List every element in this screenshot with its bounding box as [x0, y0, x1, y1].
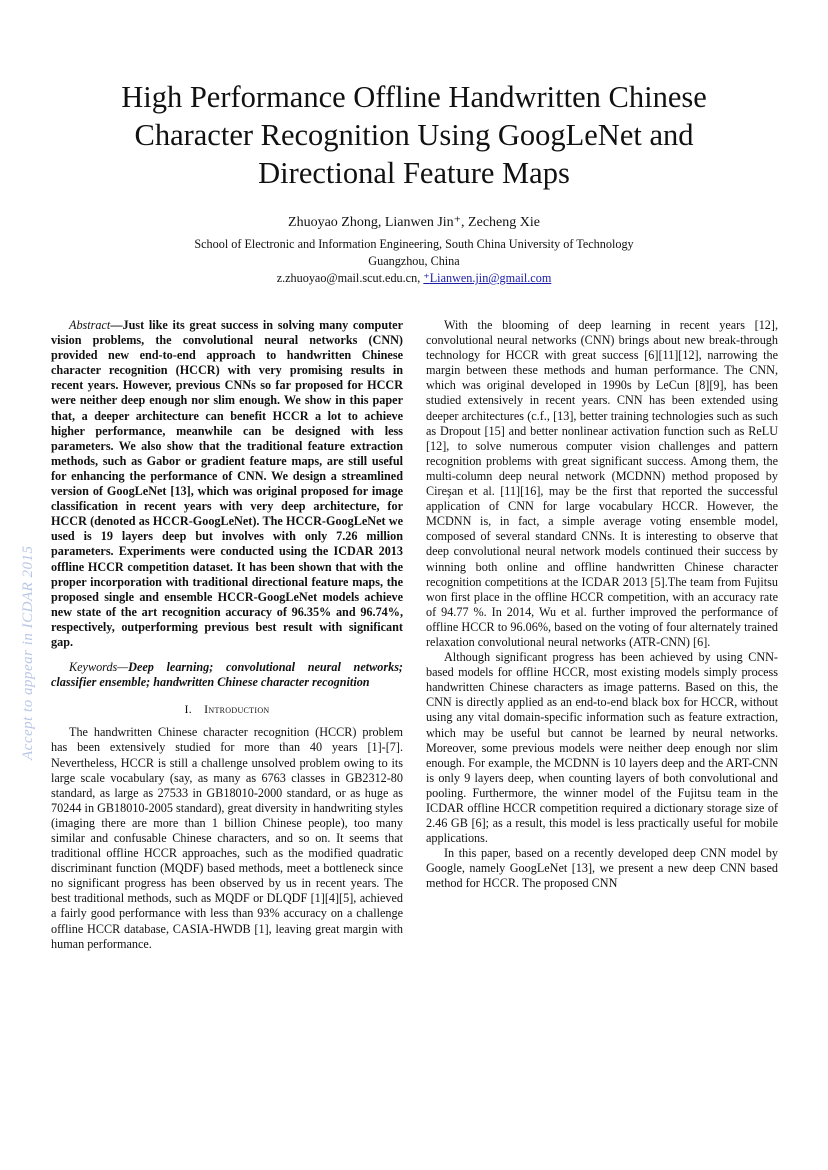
email-link-text: Lianwen.jin@gmail.com: [429, 271, 552, 285]
section-heading: [51, 702, 403, 717]
abstract-body: —Just like its great success in solving many computer vision problems, the convolutional neural networks (CNN) provided new end-to-end approach to handwritten Chinese character recognition (HCCR) with very promising results in recent years. However, previous CNNs so far proposed for HCCR were neither deep enough nor slim enough. We show in this paper that, a deeper architecture can benefit HCCR a lot to achieve higher performance, meanwhile can be designed with less parameters. We also show that the traditional feature extraction methods, such as Gabor or gradient feature maps, are still useful for enhancing the performance of CNN. We design a streamlined version of GoogLeNet [13], which was original proposed for image classification in recent years with very deep architecture, for HCCR (denoted as HCCR-GoogLeNet). The HCCR-GoogLeNet we used is 19 layers deep but involves with only 7.26 million parameters. Experiments were conducted using the ICDAR 2013 offline HCCR competition dataset. It has been shown that with the proper incorporation with traditional directional feature maps, the proposed single and ensemble HCCR-GoogLeNet models achieve new state of the art recognition accuracy of 96.35% and 96.74%, respectively, outperforming previous best result with significant gap.: [51, 318, 403, 649]
affiliation-block: [0, 236, 828, 287]
left-column: [51, 318, 403, 952]
affiliation-line-2: Guangzhou, China: [368, 254, 460, 268]
keywords-body: Deep learning; convolutional neural networks; classifier ensemble; handwritten Chinese character recognition: [51, 660, 403, 690]
abstract-paragraph: [51, 318, 403, 650]
title-line-2: Character Recognition Using GoogLeNet and: [134, 118, 694, 152]
email-plain: z.zhuoyao@mail.scut.edu.cn,: [276, 271, 424, 285]
abstract-lead: Abstract: [69, 318, 111, 332]
watermark-text: Accept to appear in ICDAR 2015: [20, 545, 36, 760]
author-list: Zhuoyao Zhong, Lianwen Jin⁺, Zecheng Xie: [288, 215, 540, 230]
email-sup: ⁺: [423, 271, 430, 285]
affiliation-line-1: School of Electronic and Information Engineering, South China University of Technology: [194, 237, 634, 251]
section-number: I.: [184, 702, 193, 717]
keywords-paragraph: [51, 660, 403, 690]
intro-paragraph-1: The handwritten Chinese character recognition (HCCR) problem has been extensively studied for more than 40 years [1]-[7]. Nevertheless, HCCR is still a challenge unsolved problem owing to its large scale vocabulary (say, as many as 6763 classes in GB2312-80 standard, as large as 27533 in GB18010-2000 standard, or as huge as 70244 in GB18010-2005 standard), great diversity in handwriting styles (imaging there are more than 1 billion Chinese people), too many similar and confusable Chinese characters, and so on. It seems that traditional offline HCCR approaches, such as the modified quadratic discriminant function (MQDF) based methods, meet a bottleneck since no significant progress has been observed by us in recent years. The best traditional methods, such as MQDF or DLQDF [1][4][5], achieved a fairly good performance with less than 93% accuracy on a challenge offline HCCR database, CASIA-HWDB [1], leaving great margin with human performance.: [51, 725, 403, 951]
email-link[interactable]: [423, 271, 551, 285]
section-title: Introduction: [204, 702, 270, 717]
email-line: [0, 270, 828, 287]
keywords-lead: Keywords—: [69, 660, 129, 675]
title-line-3: Directional Feature Maps: [258, 156, 570, 190]
paper-title: [60, 78, 768, 192]
right-paragraph-3: In this paper, based on a recently developed deep CNN model by Google, namely GoogLeNet [13], we present a new deep CNN based method for HCCR. The proposed CNN: [426, 846, 778, 891]
right-paragraph-1: With the blooming of deep learning in recent years [12], convolutional neural networks (CNN) brings about new break-through technology for HCCR with great success [6][11][12], narrowing the margin between these methods and human performance. The CNN, which was original developed in 1990s by LeCun [8][9], has been studied extensively in recent years. CNN has been extended using deeper architectures (c.f., [13], better training technologies such as such as Dropout [15] and better nonlinear activation function such as ReLU [12], to solve numerous computer vision challenges and pattern recognition problems with great significant success. Among them, the multi-column deep neural network (MCDNN) method proposed by Cireşan et al. [11][16], may be the first that reported the successful application of CNN for large vocabulary HCCR. However, the MCDNN is, in fact, a simple average voting ensemble model, composed of several standard CNNs. It is interesting to observe that deep convolutional neural network models continued their success by winning both online and offline handwritten Chinese character recognition competitions at the ICDAR 2013 [5].The team from Fujitsu won first place in the offline HCCR competition, with an accuracy rate of 94.77 %. In 2014, Wu et al. further improved the performance of offline HCCR to 96.06%, based on the voting of four alternately trained relaxation convolutional neural networks (ATR-CNN) [6].: [426, 318, 778, 649]
right-paragraph-2: Although significant progress has been achieved by using CNN-based models for offline HCCR, most existing models simply process handwritten Chinese characters as image patterns. Based on this, the CNN is directly applied as an end-to-end black box for HCCR, without using any vital domain-specific information such as feature extraction, which may be useful but cannot be learned by neural networks. Moreover, some previous models were neither deep enough nor slim enough. For example, the MCDNN is 10 layers deep and the ART-CNN is only 9 layers deep, when counting layers of both convolutional and pooling. Furthermore, the winner model of the Fujitsu team in the ICDAR offline HCCR competition required a dictionary storage size of 2.46 GB [6]; as a result, this model is less practically useful for mobile applications.: [426, 650, 778, 846]
title-line-1: High Performance Offline Handwritten Chinese: [121, 80, 707, 114]
right-column: [426, 318, 778, 892]
